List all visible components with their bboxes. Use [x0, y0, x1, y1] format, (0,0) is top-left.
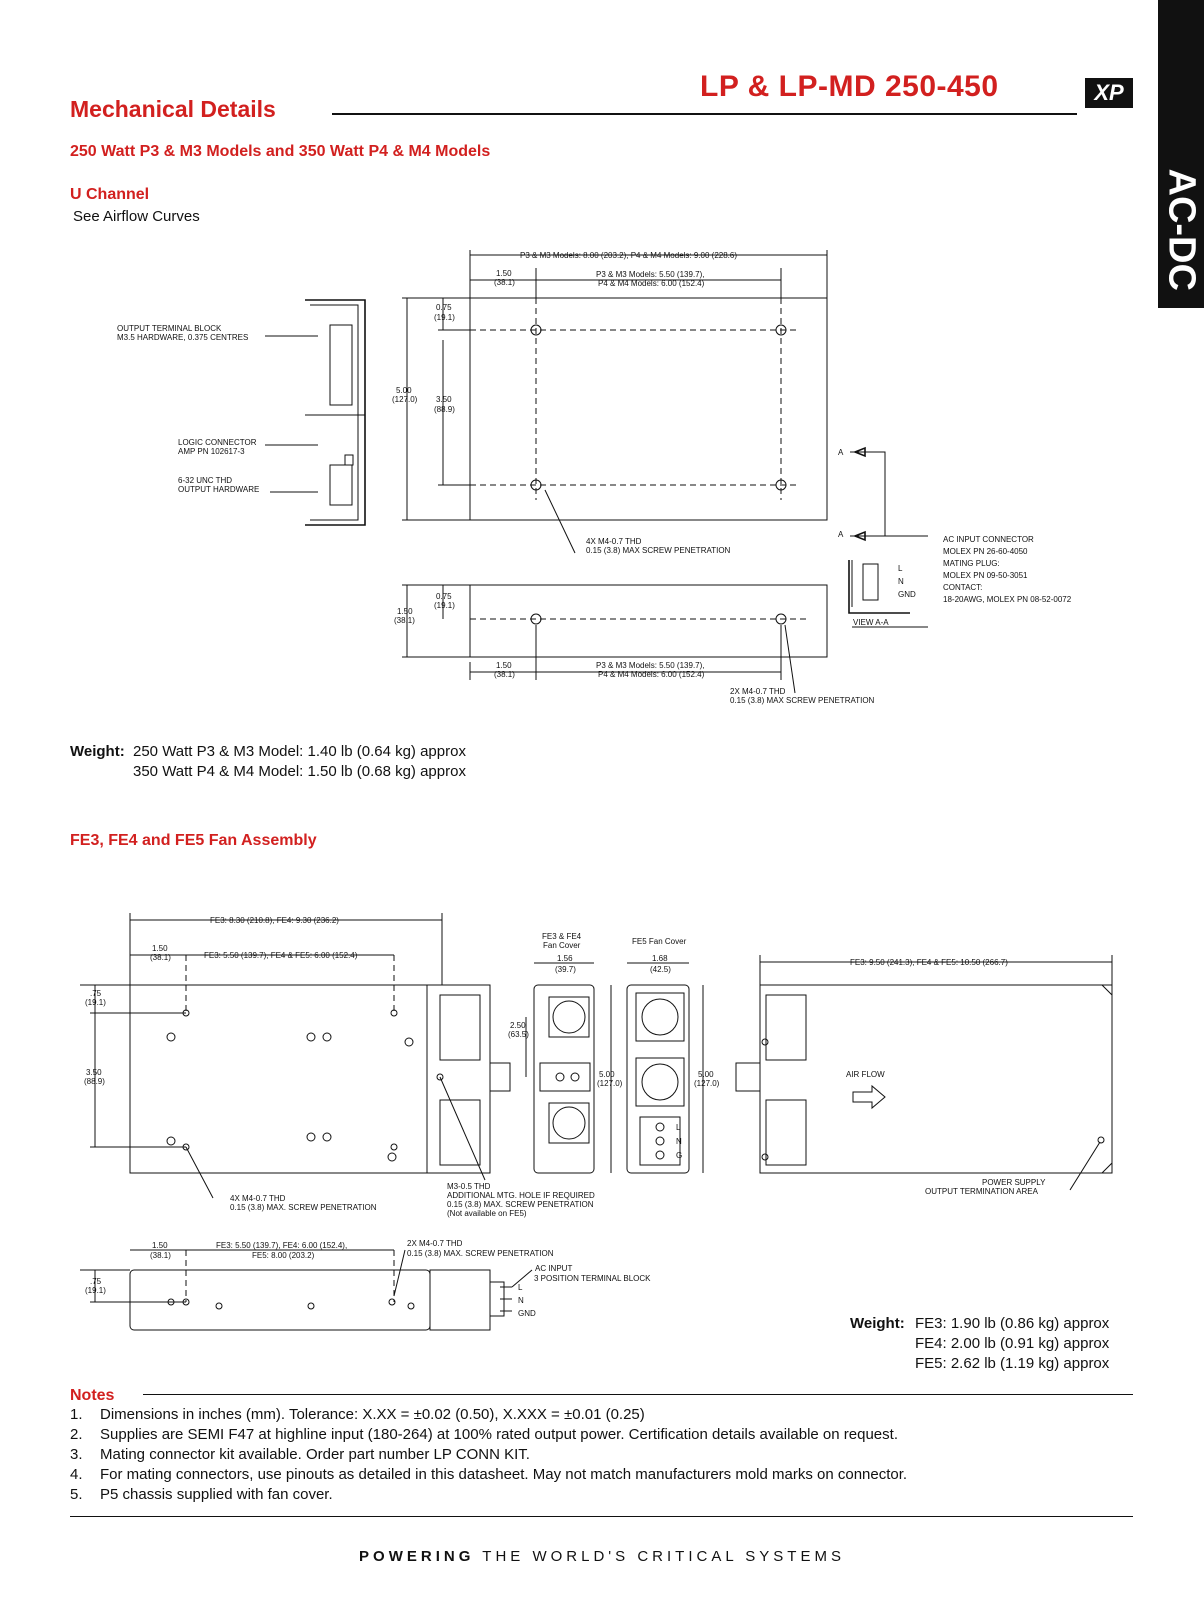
weight1-line-2: 350 Watt P4 & M4 Model: 1.50 lb (0.68 kg) approx: [133, 763, 466, 780]
fe34-cover-l1: FE3 & FE4: [542, 932, 582, 941]
height-in: 5.00: [396, 386, 412, 395]
h500-mm-b: (127.0): [694, 1079, 720, 1088]
output-block-label: OUTPUT TERMINAL BLOCK: [117, 324, 222, 333]
left-offset-in: 1.50: [496, 269, 512, 278]
pin-n: N: [898, 577, 904, 586]
note-item: 3. Mating connector kit available. Order part number LP CONN KIT.: [70, 1446, 530, 1463]
fe5-pin-g: G: [676, 1151, 683, 1160]
bot-screw-2x-depth: 0.15 (3.8) MAX. SCREW PENETRATION: [407, 1249, 554, 1258]
h500-mm-a: (127.0): [597, 1079, 623, 1088]
left-offset-mm: (38.1): [494, 278, 515, 287]
side-top-offset-in: 0.75: [436, 592, 452, 601]
top-view-outline: [470, 298, 827, 520]
output-hw-thd: 6-32 UNC THD: [178, 476, 233, 485]
top-offset-in: 0.75: [436, 303, 452, 312]
weight1-label: Weight:: [70, 743, 125, 760]
pin-l: L: [898, 564, 903, 573]
screw-4x-depth: 0.15 (3.8) MAX SCREW PENETRATION: [586, 546, 731, 555]
section-title: Mechanical Details: [70, 96, 276, 122]
ac-input-label: AC INPUT: [535, 1264, 573, 1273]
xp-badge: XP: [1085, 78, 1133, 108]
fan-assembly-heading: FE3, FE4 and FE5 Fan Assembly: [70, 832, 317, 849]
d250-in: 2.50: [510, 1021, 526, 1030]
ac-conn-1: MOLEX PN 26-60-4050: [943, 547, 1028, 556]
hole-span-p4: P4 & M4 Models: 6.00 (152.4): [598, 279, 705, 288]
ps-output-l1: POWER SUPPLY: [982, 1178, 1046, 1187]
bot-left-offset-in: 1.50: [152, 1241, 168, 1250]
fan-left-offset-in: 1.50: [152, 944, 168, 953]
side-height-in: 1.50: [397, 607, 413, 616]
output-hw-label: OUTPUT HARDWARE: [178, 485, 260, 494]
fan-top-holes: [167, 1010, 443, 1161]
side-hole-span-p3: P3 & M3 Models: 5.50 (139.7),: [596, 661, 705, 670]
w168-in: 1.68: [652, 954, 668, 963]
fe34-cover-l2: Fan Cover: [543, 941, 581, 950]
m3-line-2: 0.15 (3.8) MAX. SCREW PENETRATION: [447, 1200, 594, 1209]
ac-conn-4: CONTACT:: [943, 583, 983, 592]
product-title: LP & LP-MD 250-450: [700, 70, 999, 103]
subsection-title: 250 Watt P3 & M3 Models and 350 Watt P4 & M4 Models: [70, 143, 491, 160]
side-top-offset-mm: (19.1): [434, 601, 455, 610]
fan-side-overall: FE3: 9.50 (241.3), FE4 & FE5: 10.50 (266.7): [850, 958, 1008, 967]
side-tab-label: AC-DC: [1160, 168, 1203, 291]
section-mark-a1: A: [838, 448, 844, 457]
h500-in-b: 5.00: [698, 1070, 714, 1079]
bot-pin-gnd: GND: [518, 1309, 536, 1318]
ps-output-l2: OUTPUT TERMINATION AREA: [925, 1187, 1038, 1196]
note-item: 5. P5 chassis supplied with fan cover.: [70, 1486, 333, 1503]
fan-top-offset-in: .75: [90, 989, 102, 998]
weight2-line-1: FE3: 1.90 lb (0.86 kg) approx: [915, 1315, 1110, 1332]
screw-2x-depth: 0.15 (3.8) MAX SCREW PENETRATION: [730, 696, 875, 705]
note-item: 1. Dimensions in inches (mm). Tolerance: X.XX = ±0.02 (0.50), X.XXX = ±0.01 (0.25): [70, 1406, 645, 1423]
notes-rule: [143, 1394, 1133, 1395]
fan-hole-span: FE3: 5.50 (139.7), FE4 & FE5: 6.00 (152.4): [204, 951, 358, 960]
w168-mm: (42.5): [650, 965, 671, 974]
screw-2x-label: 2X M4-0.7 THD: [730, 687, 786, 696]
ac-input-tb: 3 POSITION TERMINAL BLOCK: [534, 1274, 651, 1283]
fan-bottom-view: [130, 1270, 430, 1330]
m3-line-0: M3-0.5 THD: [447, 1182, 491, 1191]
m3-line-3: (Not available on FE5): [447, 1209, 527, 1218]
fan-screw-4x: 4X M4-0.7 THD: [230, 1194, 286, 1203]
top-offset-mm: (19.1): [434, 313, 455, 322]
fe5-pin-l: L: [676, 1123, 681, 1132]
bot-top-offset-in: .75: [90, 1277, 102, 1286]
note-item: 2. Supplies are SEMI F47 at highline input (180-264) at 100% rated output power. Certification details available on request.: [70, 1426, 898, 1443]
fan-hole-height-in: 3.50: [86, 1068, 102, 1077]
m3-line-1: ADDITIONAL MTG. HOLE IF REQUIRED: [447, 1191, 595, 1200]
mount-holes-top: [531, 325, 786, 490]
fan-side-view: [760, 985, 1112, 1173]
h500-in-a: 5.00: [599, 1070, 615, 1079]
side-left-offset-mm: (38.1): [494, 670, 515, 679]
side-tab: [1158, 0, 1204, 308]
d250-mm: (63.5): [508, 1030, 529, 1039]
side-hole-span-p4: P4 & M4 Models: 6.00 (152.4): [598, 670, 705, 679]
hole-height-mm: (88.9): [434, 405, 455, 414]
logic-connector-pn: AMP PN 102617-3: [178, 447, 245, 456]
bot-span-l1: FE3: 5.50 (139.7), FE4: 6.00 (152.4),: [216, 1241, 348, 1250]
title-rule: [332, 113, 1077, 115]
side-view-outline: [470, 585, 827, 657]
footer-tagline: POWERING THE WORLD'S CRITICAL SYSTEMS: [359, 1548, 845, 1565]
ac-conn-5: 18-20AWG, MOLEX PN 08-52-0072: [943, 595, 1072, 604]
weight2-line-3: FE5: 2.62 lb (1.19 kg) approx: [915, 1355, 1110, 1372]
height-mm: (127.0): [392, 395, 418, 404]
fan-screw-4x-depth: 0.15 (3.8) MAX. SCREW PENETRATION: [230, 1203, 377, 1212]
pin-gnd: GND: [898, 590, 916, 599]
notes-list: [70, 1405, 907, 1505]
bot-top-offset-mm: (19.1): [85, 1286, 106, 1295]
overall-dim: P3 & M3 Models: 8.00 (203.2), P4 & M4 Models: 9.00 (228.6): [520, 251, 737, 260]
bot-span-l2: FE5: 8.00 (203.2): [252, 1251, 315, 1260]
section-mark-a2: A: [838, 530, 844, 539]
bot-pin-n: N: [518, 1296, 524, 1305]
weight2-line-2: FE4: 2.00 lb (0.91 kg) approx: [915, 1335, 1110, 1352]
bot-left-offset-mm: (38.1): [150, 1251, 171, 1260]
w156-mm: (39.7): [555, 965, 576, 974]
hole-span-p3: P3 & M3 Models: 5.50 (139.7),: [596, 270, 705, 279]
ac-conn-2: MATING PLUG:: [943, 559, 1000, 568]
weight1-line-1: 250 Watt P3 & M3 Model: 1.40 lb (0.64 kg) approx: [133, 743, 466, 760]
hole-height-in: 3.50: [436, 395, 452, 404]
airflow-note: See Airflow Curves: [73, 208, 200, 225]
weight2-label: Weight:: [850, 1315, 905, 1332]
fan-top-offset-mm: (19.1): [85, 998, 106, 1007]
side-height-mm: (38.1): [394, 616, 415, 625]
footer-rule: [70, 1516, 1133, 1517]
w156-in: 1.56: [557, 954, 573, 963]
u-channel-heading: U Channel: [70, 186, 150, 203]
u-channel-drawing: [0, 240, 1150, 720]
airflow-arrow-icon: [853, 1086, 885, 1108]
ac-conn-3: MOLEX PN 09-50-3051: [943, 571, 1028, 580]
logic-connector-label: LOGIC CONNECTOR: [178, 438, 257, 447]
fan-assembly-drawing: [0, 900, 1150, 1340]
output-block-hw: M3.5 HARDWARE, 0.375 CENTRES: [117, 333, 249, 342]
fe5-cover-label: FE5 Fan Cover: [632, 937, 687, 946]
notes-title: Notes: [70, 1387, 115, 1404]
fan-left-offset-mm: (38.1): [150, 953, 171, 962]
fan-hole-height-mm: (88.9): [84, 1077, 105, 1086]
bot-screw-2x: 2X M4-0.7 THD: [407, 1239, 463, 1248]
ac-conn-0: AC INPUT CONNECTOR: [943, 535, 1034, 544]
side-left-offset-in: 1.50: [496, 661, 512, 670]
screw-4x-label: 4X M4-0.7 THD: [586, 537, 642, 546]
bot-pin-l: L: [518, 1283, 523, 1292]
fe5-pin-n: N: [676, 1137, 682, 1146]
view-aa-label: VIEW A-A: [853, 618, 889, 627]
airflow-label: AIR FLOW: [846, 1070, 885, 1079]
end-view: [265, 300, 365, 525]
note-item: 4. For mating connectors, use pinouts as detailed in this datasheet. May not match manufacturers mold marks on connector.: [70, 1466, 908, 1483]
fan-overall-dim: FE3: 8.30 (210.8), FE4: 9.30 (236.2): [210, 916, 339, 925]
